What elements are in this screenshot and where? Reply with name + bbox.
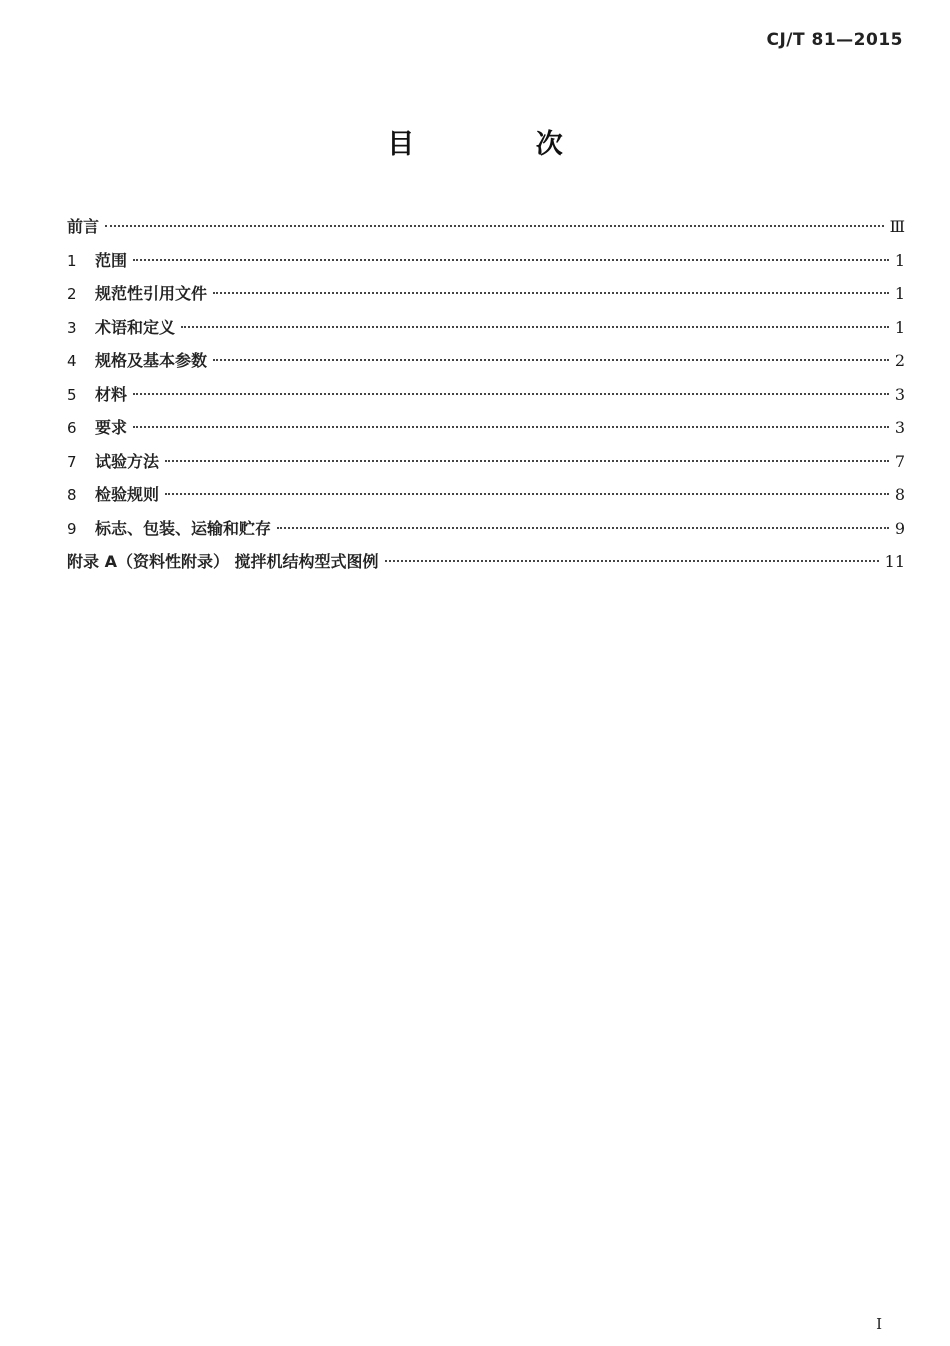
toc-entry-label: 材料 <box>95 384 128 404</box>
toc-entry-page: 1 <box>894 317 905 337</box>
dot-leader <box>213 292 889 294</box>
toc-entry[interactable] <box>67 482 905 516</box>
dot-leader <box>133 393 889 395</box>
standard-code: CJ/T 81—2015 <box>766 30 903 50</box>
toc-entry-number: 5 <box>67 385 77 404</box>
page-title: 目 次 <box>387 129 619 160</box>
toc-entry-page: 3 <box>894 418 905 437</box>
toc-entry-label: 附录 A（资料性附录） 搅拌机结构型式图例 <box>67 552 379 571</box>
toc-entry-label: 范围 <box>95 250 128 270</box>
toc-entry-label: 规格及基本参数 <box>95 351 208 370</box>
toc-entry-page: 9 <box>894 518 905 538</box>
toc-entry-page: 1 <box>894 250 905 270</box>
toc-entry[interactable] <box>67 281 905 315</box>
toc-entry[interactable] <box>67 415 905 449</box>
toc-entry-number: 1 <box>67 251 77 270</box>
toc-entry[interactable] <box>67 214 905 248</box>
toc-entry[interactable] <box>67 382 905 416</box>
toc-entry-page: Ⅲ <box>889 217 905 236</box>
toc-entry-label: 检验规则 <box>95 485 160 504</box>
toc-entry-page: 7 <box>894 451 905 471</box>
toc-entry[interactable] <box>67 315 905 349</box>
toc-entry-number: 6 <box>67 419 77 437</box>
toc-entry-number: 2 <box>67 285 77 303</box>
dot-leader <box>277 527 889 529</box>
dot-leader <box>181 326 889 328</box>
dot-leader <box>133 426 889 428</box>
toc-entry-number: 4 <box>67 352 77 370</box>
dot-leader <box>385 560 879 562</box>
toc-entry-page: 3 <box>894 384 905 404</box>
toc-entry-page: 8 <box>894 485 905 504</box>
toc-entry-label: 要求 <box>95 418 128 437</box>
dot-leader <box>165 493 889 495</box>
toc-entry-page: 1 <box>894 284 905 303</box>
toc-entry[interactable] <box>67 248 905 282</box>
dot-leader <box>105 225 884 227</box>
toc-entry-page: 11 <box>884 552 905 571</box>
table-of-contents <box>67 214 905 583</box>
toc-entry-number: 7 <box>67 452 77 471</box>
toc-entry-page: 2 <box>894 351 905 370</box>
toc-entry-number: 3 <box>67 318 77 337</box>
page-number: I <box>876 1315 882 1333</box>
toc-entry-label: 规范性引用文件 <box>95 284 208 303</box>
toc-entry-label: 标志、包装、运输和贮存 <box>95 518 272 538</box>
toc-entry-number: 9 <box>67 519 77 538</box>
dot-leader <box>165 460 889 462</box>
toc-entry-label: 前言 <box>67 217 100 236</box>
toc-entry[interactable] <box>67 449 905 483</box>
toc-entry-label: 术语和定义 <box>95 317 176 337</box>
toc-entry-number: 8 <box>67 486 77 504</box>
toc-entry[interactable] <box>67 549 905 583</box>
dot-leader <box>133 259 889 261</box>
toc-entry[interactable] <box>67 516 905 550</box>
toc-entry-label: 试验方法 <box>95 451 160 471</box>
dot-leader <box>213 359 889 361</box>
toc-entry[interactable] <box>67 348 905 382</box>
